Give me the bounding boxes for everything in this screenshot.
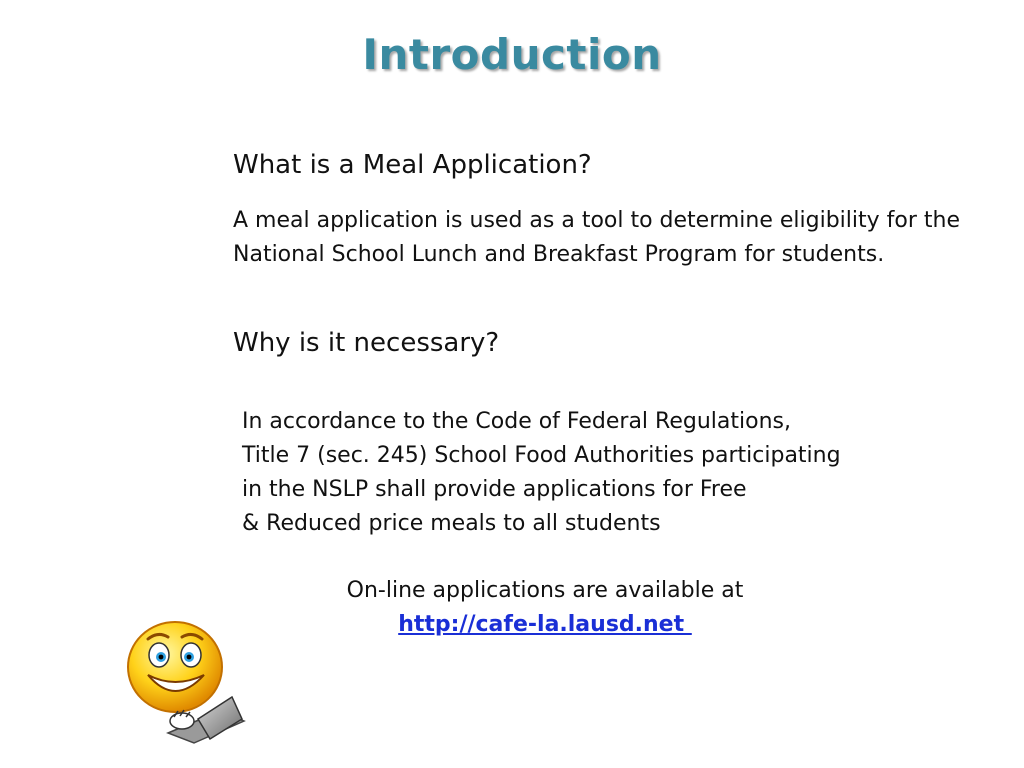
regulation-line: & Reduced price meals to all students <box>242 511 661 536</box>
smiley-laptop-icon <box>120 615 250 745</box>
regulation-text <box>242 405 841 541</box>
cafe-la-link[interactable]: http://cafe-la.lausd.net <box>398 612 692 637</box>
regulation-line: Title 7 (sec. 245) School Food Authorities participating <box>242 443 841 468</box>
slide-title: Introduction <box>362 30 662 79</box>
question-why-necessary: Why is it necessary? <box>233 328 500 358</box>
answer-meal-application: A meal application is used as a tool to determine eligibility for the National School Lunch and Breakfast Program for students. <box>233 208 961 267</box>
online-applications <box>300 574 790 642</box>
regulation-line: In accordance to the Code of Federal Regulations, <box>242 409 791 434</box>
question-meal-application: What is a Meal Application? <box>233 150 592 180</box>
online-applications-text: On-line applications are available at <box>346 578 744 603</box>
regulation-line: in the NSLP shall provide applications for Free <box>242 477 747 502</box>
